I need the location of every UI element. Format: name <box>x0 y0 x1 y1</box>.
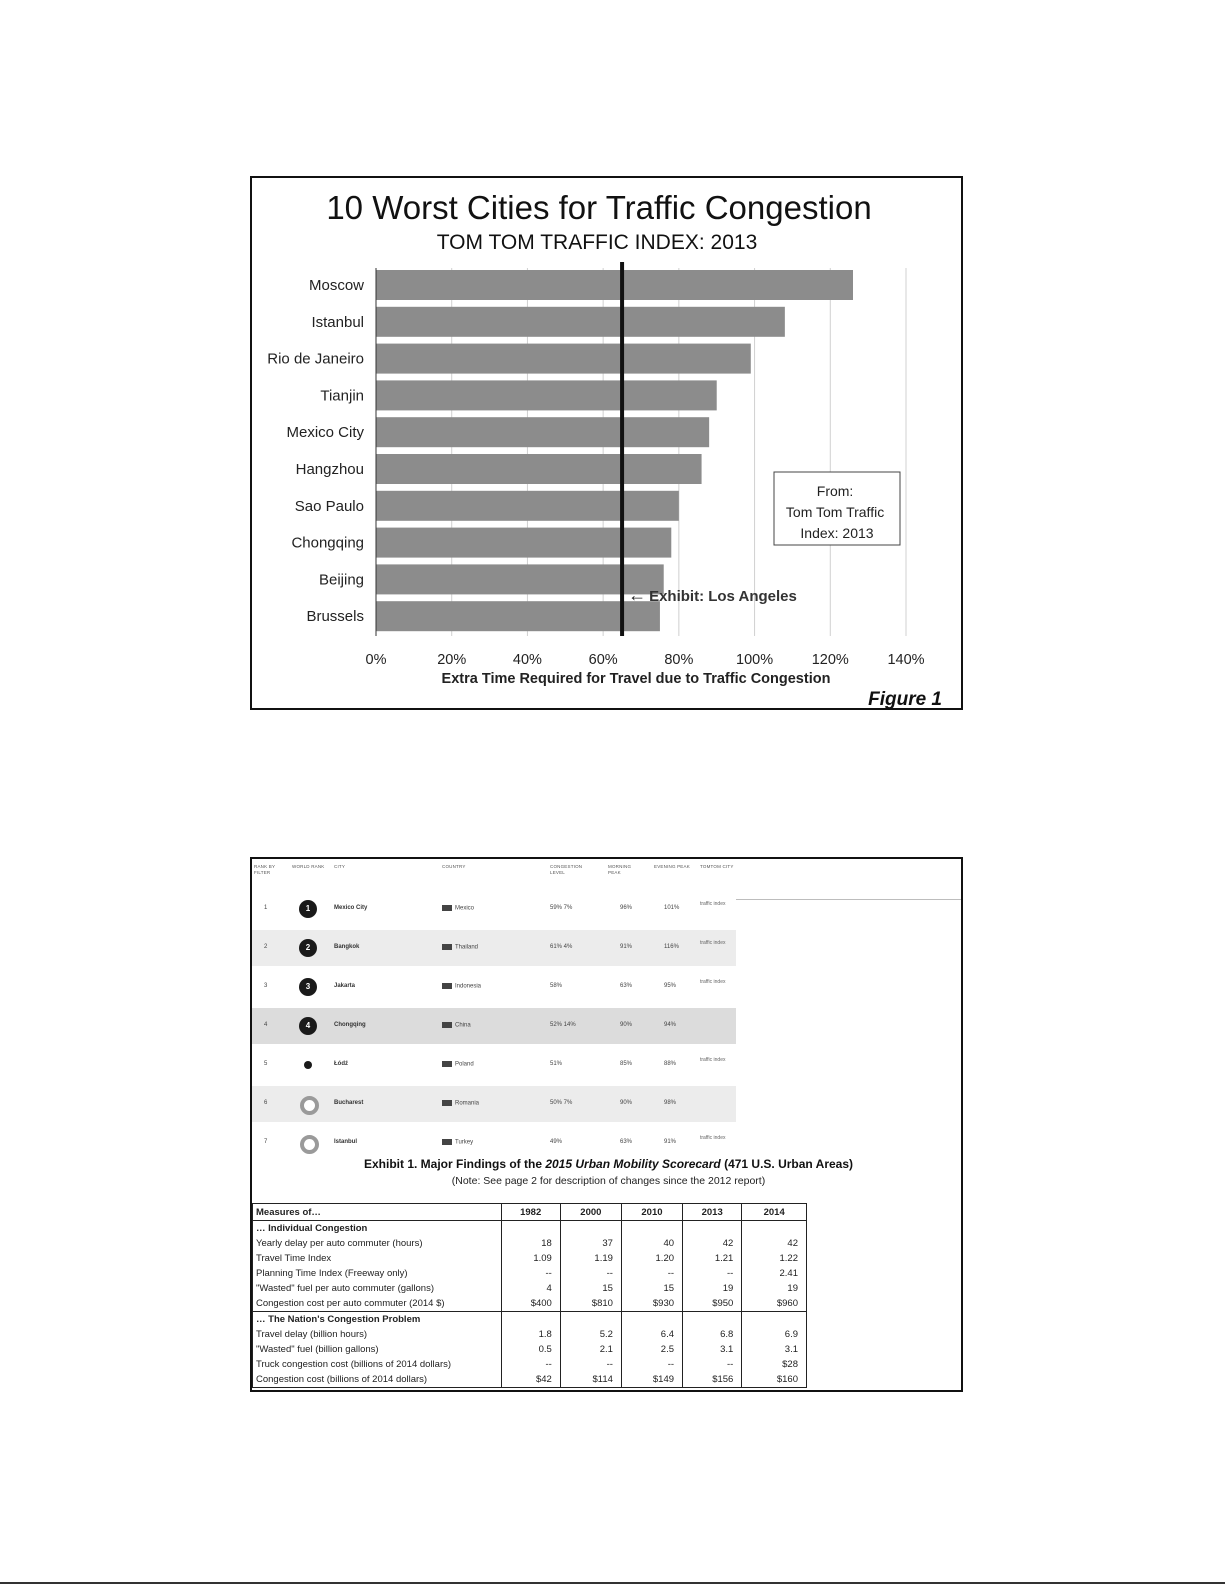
ranking-header-cell: CONGESTION LEVEL <box>550 864 583 875</box>
traffic-index-link[interactable]: traffic index <box>700 901 726 907</box>
x-tick-label: 120% <box>811 652 849 668</box>
ranking-row <box>252 1047 736 1083</box>
measure-label: Travel Time Index <box>253 1251 502 1266</box>
scorecard-row <box>253 1266 807 1281</box>
evening-peak-cell: 116% <box>664 944 679 950</box>
congestion-level-cell: 49% <box>550 1139 563 1145</box>
scorecard-header-cell: 2014 <box>742 1204 807 1221</box>
flag-icon <box>442 1061 452 1067</box>
scorecard-value: $160 <box>742 1372 807 1388</box>
scorecard-value <box>742 1221 807 1237</box>
scorecard-value: -- <box>560 1357 621 1372</box>
scorecard-value: 5.2 <box>560 1327 621 1342</box>
scorecard-value: $930 <box>621 1296 682 1312</box>
bar <box>376 270 853 300</box>
scorecard-value: 3.1 <box>683 1342 742 1357</box>
category-label: Chongqing <box>291 534 364 552</box>
measure-label: Congestion cost per auto commuter (2014 $) <box>253 1296 502 1312</box>
ranking-header-row <box>252 859 736 889</box>
world-rank-badge <box>300 1135 319 1154</box>
reference-line-label: Exhibit: Los Angeles <box>649 588 797 605</box>
x-tick-label: 20% <box>437 652 467 668</box>
bar <box>376 601 660 631</box>
rank-cell: 7 <box>264 1139 268 1145</box>
scorecard-value: $149 <box>621 1372 682 1388</box>
scorecard-value: -- <box>683 1357 742 1372</box>
scorecard-value: 19 <box>683 1281 742 1296</box>
exhibit-note: (Note: See page 2 for description of changes since the 2012 report) <box>451 1175 766 1187</box>
city-cell: Bucharest <box>334 1100 364 1106</box>
rank-cell: 5 <box>264 1061 268 1067</box>
scorecard-value: 15 <box>621 1281 682 1296</box>
scorecard-value: 3.1 <box>742 1342 807 1357</box>
source-line-2: Tom Tom Traffic <box>785 504 885 520</box>
country-cell <box>442 1022 471 1029</box>
rank-cell: 3 <box>264 983 268 989</box>
scorecard-row <box>253 1357 807 1372</box>
measure-label: … The Nation's Congestion Problem <box>253 1312 502 1328</box>
x-axis-label: Extra Time Required for Travel due to Traffic Congestion <box>441 671 831 687</box>
evening-peak-cell: 88% <box>664 1061 677 1067</box>
category-label: Beijing <box>318 571 364 589</box>
congestion-level-cell: 58% <box>550 983 563 989</box>
scorecard-value: 19 <box>742 1281 807 1296</box>
ranking-header-cell: CITY <box>334 864 346 869</box>
ranking-row <box>252 1008 736 1044</box>
category-label: Mexico City <box>286 424 364 442</box>
category-label: Tianjin <box>320 387 364 405</box>
scorecard-value: 1.8 <box>501 1327 560 1342</box>
scorecard-value: 2.41 <box>742 1266 807 1281</box>
scorecard-value: 1.09 <box>501 1251 560 1266</box>
scorecard-value: -- <box>621 1357 682 1372</box>
scorecard-value <box>621 1312 682 1328</box>
evening-peak-cell: 98% <box>664 1100 677 1106</box>
divider <box>736 899 963 900</box>
bar <box>376 380 717 410</box>
scorecard-value: 1.19 <box>560 1251 621 1266</box>
bar <box>376 307 785 337</box>
country-name: Poland <box>455 1061 474 1068</box>
country-cell <box>442 1100 479 1107</box>
evening-peak-cell: 95% <box>664 983 677 989</box>
scorecard-value: 0.5 <box>501 1342 560 1357</box>
country-cell <box>442 983 481 990</box>
exhibit-panel <box>250 857 963 1392</box>
category-label: Sao Paulo <box>294 497 364 515</box>
traffic-index-link[interactable]: traffic index <box>700 979 726 985</box>
city-cell: Bangkok <box>334 944 360 950</box>
chart-subtitle: TOM TOM TRAFFIC INDEX: 2013 <box>436 231 758 254</box>
city-cell: Łódź <box>334 1061 348 1067</box>
scorecard-value <box>683 1312 742 1328</box>
scorecard-value: $114 <box>560 1372 621 1388</box>
measure-label: "Wasted" fuel per auto commuter (gallons) <box>253 1281 502 1296</box>
scorecard-value: 6.8 <box>683 1327 742 1342</box>
morning-peak-cell: 90% <box>620 1022 633 1028</box>
exhibit-title-suffix: (471 U.S. Urban Areas) <box>720 1157 854 1171</box>
scorecard-value: 1.21 <box>683 1251 742 1266</box>
scorecard-value: $42 <box>501 1372 560 1388</box>
exhibit-title-italic: 2015 Urban Mobility Scorecard <box>545 1157 721 1171</box>
ranking-row <box>252 1125 736 1161</box>
exhibit-title <box>252 1157 963 1171</box>
scorecard-value: 1.20 <box>621 1251 682 1266</box>
chart-title: 10 Worst Cities for Traffic Congestion <box>326 189 872 226</box>
ranking-header-cell: WORLD RANK <box>292 864 325 869</box>
scorecard-header-cell: 2000 <box>560 1204 621 1221</box>
country-name: Turkey <box>455 1139 474 1146</box>
bar <box>376 528 671 558</box>
scorecard-row <box>253 1296 807 1312</box>
scorecard-value: 42 <box>742 1236 807 1251</box>
x-tick-label: 40% <box>512 652 542 668</box>
scorecard-value: 42 <box>683 1236 742 1251</box>
scorecard-value: 2.1 <box>560 1342 621 1357</box>
scorecard-value <box>560 1221 621 1237</box>
bar <box>376 344 751 374</box>
scorecard-value: $156 <box>683 1372 742 1388</box>
scorecard-value <box>501 1221 560 1237</box>
scorecard-value: 15 <box>560 1281 621 1296</box>
scorecard-value <box>560 1312 621 1328</box>
scorecard-value <box>501 1312 560 1328</box>
x-tick-label: 140% <box>887 652 925 668</box>
scorecard-value: -- <box>501 1266 560 1281</box>
scorecard-row <box>253 1327 807 1342</box>
bar <box>376 417 709 447</box>
exhibit-title-prefix: Exhibit 1. Major Findings of the <box>363 1157 546 1171</box>
bar <box>376 454 702 484</box>
ranking-header-cell: TOMTOM CITY <box>700 864 734 869</box>
flag-icon <box>442 944 452 950</box>
ranking-header-cell: EVENING PEAK <box>654 864 690 869</box>
x-tick-label: 100% <box>736 652 774 668</box>
figure-label: Figure 1 <box>868 689 942 708</box>
country-name: Mexico <box>455 905 475 912</box>
flag-icon <box>442 1022 452 1028</box>
tomtom-ranking-table <box>252 859 736 1146</box>
scorecard-value: 37 <box>560 1236 621 1251</box>
scorecard-header-cell: 2013 <box>683 1204 742 1221</box>
bar-chart <box>252 178 961 708</box>
country-cell <box>442 905 474 912</box>
figure-1-chart-panel <box>250 176 963 710</box>
flag-icon <box>442 905 452 911</box>
scorecard-value: 6.4 <box>621 1327 682 1342</box>
scorecard-header-cell: 2010 <box>621 1204 682 1221</box>
scorecard-value: 4 <box>501 1281 560 1296</box>
morning-peak-cell: 91% <box>620 944 633 950</box>
x-tick-label: 0% <box>365 652 387 668</box>
scorecard-value: 1.22 <box>742 1251 807 1266</box>
congestion-level-cell: 51% <box>550 1061 563 1067</box>
world-rank-badge <box>304 1061 312 1069</box>
country-name: China <box>455 1022 471 1029</box>
scorecard-value: $950 <box>683 1296 742 1312</box>
scorecard-value: $960 <box>742 1296 807 1312</box>
morning-peak-cell: 90% <box>620 1100 633 1106</box>
traffic-index-link[interactable]: traffic index <box>700 1057 726 1063</box>
rank-cell: 4 <box>264 1022 268 1028</box>
reference-annotation <box>628 585 797 605</box>
measure-label: … Individual Congestion <box>253 1221 502 1237</box>
scorecard-header-row <box>253 1204 807 1221</box>
traffic-index-link[interactable]: traffic index <box>700 940 726 946</box>
x-tick-label: 80% <box>664 652 694 668</box>
scorecard-value: 40 <box>621 1236 682 1251</box>
scorecard-value: -- <box>501 1357 560 1372</box>
city-cell: Chongqing <box>334 1022 366 1028</box>
scorecard-row <box>253 1221 807 1237</box>
country-cell <box>442 944 478 951</box>
world-rank-badge: 2 <box>299 939 317 957</box>
category-label: Istanbul <box>311 313 364 331</box>
ranking-header-cell: COUNTRY <box>442 864 466 869</box>
scorecard-value: 18 <box>501 1236 560 1251</box>
scorecard-row <box>253 1281 807 1296</box>
category-label: Moscow <box>308 277 364 294</box>
bar <box>376 491 679 521</box>
flag-icon <box>442 1100 452 1106</box>
congestion-level-cell: 50% 7% <box>550 1100 573 1106</box>
scorecard-row <box>253 1372 807 1388</box>
evening-peak-cell: 91% <box>664 1139 677 1145</box>
scorecard-value <box>621 1221 682 1237</box>
scorecard-row <box>253 1312 807 1328</box>
rank-cell: 2 <box>264 944 268 950</box>
source-line-1: From: <box>816 483 854 499</box>
measure-label: Congestion cost (billions of 2014 dollars) <box>253 1372 502 1388</box>
world-rank-badge: 1 <box>299 900 317 918</box>
scorecard-value: 6.9 <box>742 1327 807 1342</box>
world-rank-badge <box>300 1096 319 1115</box>
country-cell <box>442 1139 473 1146</box>
morning-peak-cell: 63% <box>620 1139 633 1145</box>
scorecard-header-cell: Measures of… <box>253 1204 502 1221</box>
congestion-level-cell: 59% 7% <box>550 905 573 911</box>
city-cell: Istanbul <box>334 1139 358 1145</box>
scorecard-value: $810 <box>560 1296 621 1312</box>
scorecard-header-cell: 1982 <box>501 1204 560 1221</box>
morning-peak-cell: 63% <box>620 983 633 989</box>
traffic-index-link[interactable]: traffic index <box>700 1135 726 1141</box>
category-label: Hangzhou <box>295 461 364 478</box>
measure-label: "Wasted" fuel (billion gallons) <box>253 1342 502 1357</box>
country-name: Thailand <box>455 944 479 951</box>
scorecard-value: -- <box>683 1266 742 1281</box>
category-label: Brussels <box>306 608 364 626</box>
morning-peak-cell: 96% <box>620 905 633 911</box>
left-arrow-icon: ← <box>628 585 647 605</box>
country-cell <box>442 1061 474 1068</box>
scorecard-value <box>683 1221 742 1237</box>
scorecard-value: 2.5 <box>621 1342 682 1357</box>
measure-label: Travel delay (billion hours) <box>253 1327 502 1342</box>
city-cell: Jakarta <box>334 983 356 989</box>
evening-peak-cell: 94% <box>664 1022 677 1028</box>
rank-cell: 6 <box>264 1100 268 1106</box>
measure-label: Truck congestion cost (billions of 2014 dollars) <box>253 1357 502 1372</box>
ranking-row <box>252 930 736 966</box>
ranking-header-cell: RANK BY FILTER <box>254 864 276 875</box>
morning-peak-cell: 85% <box>620 1061 633 1067</box>
country-name: Romania <box>455 1100 480 1107</box>
scorecard-row <box>253 1342 807 1357</box>
measure-label: Planning Time Index (Freeway only) <box>253 1266 502 1281</box>
ranking-row <box>252 969 736 1005</box>
source-line-3: Index: 2013 <box>800 525 874 541</box>
source-box <box>774 472 900 545</box>
category-label: Rio de Janeiro <box>267 350 364 368</box>
congestion-level-cell: 52% 14% <box>550 1022 576 1028</box>
scorecard-table <box>252 1203 807 1388</box>
flag-icon <box>442 1139 452 1145</box>
ranking-header-cell: MORNING PEAK <box>608 864 632 875</box>
city-cell: Mexico City <box>334 905 368 911</box>
scorecard-value: $28 <box>742 1357 807 1372</box>
page-bottom-rule <box>0 1582 1225 1584</box>
scorecard-value: -- <box>621 1266 682 1281</box>
congestion-level-cell: 61% 4% <box>550 944 573 950</box>
x-tick-label: 60% <box>588 652 618 668</box>
world-rank-badge: 4 <box>299 1017 317 1035</box>
scorecard-row <box>253 1251 807 1266</box>
scorecard-value <box>742 1312 807 1328</box>
world-rank-badge: 3 <box>299 978 317 996</box>
evening-peak-cell: 101% <box>664 905 680 911</box>
scorecard-row <box>253 1236 807 1251</box>
ranking-row <box>252 1086 736 1122</box>
country-name: Indonesia <box>455 983 482 990</box>
flag-icon <box>442 983 452 989</box>
scorecard-value: $400 <box>501 1296 560 1312</box>
measure-label: Yearly delay per auto commuter (hours) <box>253 1236 502 1251</box>
scorecard-value: -- <box>560 1266 621 1281</box>
rank-cell: 1 <box>264 905 268 911</box>
ranking-row <box>252 891 736 927</box>
